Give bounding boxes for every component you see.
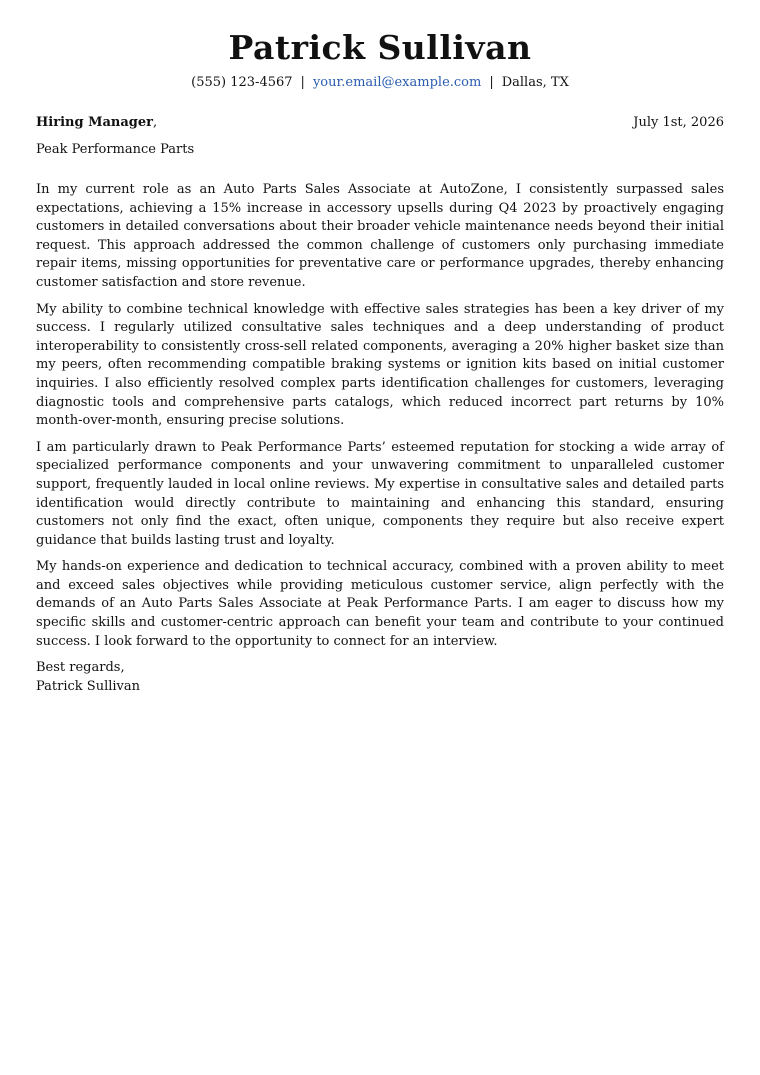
phone-number: (555) 123-4567 [191, 75, 293, 90]
letter-body [36, 181, 724, 651]
recipient-line [36, 114, 157, 132]
recipient-title-comma: , [152, 115, 158, 130]
body-paragraph: I am particularly drawn to Peak Performance Parts’ esteemed reputation for stocking a wide array of specialized performance components and your unwavering commitment to unparalleled customer support, frequently lauded in local online reviews. My expertise in consultative sales and detailed parts identification would directly contribute to maintaining and enhancing this standard, ensuring customers not only find the exact, often unique, components they require but also receive expert guidance that builds lasting trust and loyalty. [36, 439, 724, 548]
body-paragraph: My ability to combine technical knowledge with effective sales strategies has been a key driver of my success. I regularly utilized consultative sales techniques and a deep understanding of product interoperability to consistently cross-sell related components, averaging a 20% higher basket size than my peers, often recommending compatible braking systems or ignition kits based on initial customer inquiries. I also efficiently resolved complex parts identification challenges for customers, leveraging diagnostic tools and comprehensive parts catalogs, which reduced incorrect part returns by 10% month-over-month, ensuring precise solutions. [36, 301, 724, 429]
cover-letter-page [36, 28, 724, 696]
separator: | [489, 75, 494, 90]
location: Dallas, TX [501, 75, 569, 90]
closing-salutation: Best regards, [36, 660, 125, 676]
recipient-company: Peak Performance Parts [36, 142, 195, 157]
contact-line [36, 74, 724, 92]
applicant-name: Patrick Sullivan [228, 28, 532, 67]
recipient-title: Hiring Manager [36, 115, 153, 130]
recipient-date-row [36, 114, 724, 132]
body-paragraph: In my current role as an Auto Parts Sales Associate at AutoZone, I consistently surpassed sales expectations, achieving a 15% increase in accessory upsells during Q4 2023 by proactively engaging customers in detailed conversations about their broader vehicle maintenance needs beyond their initial request. This approach addressed the common challenge of customers only purchasing immediate repair items, missing opportunities for preventative care or performance upgrades, thereby enhancing customer satisfaction and store revenue. [36, 182, 724, 290]
separator: | [300, 75, 305, 90]
letter-date: July 1st, 2026 [633, 115, 724, 130]
closing-block [36, 659, 724, 696]
email-link[interactable]: your.email@example.com [312, 75, 482, 90]
body-paragraph: My hands-on experience and dedication to technical accuracy, combined with a proven ability to meet and exceed sales objectives while providing meticulous customer service, align perfectly with the demands of an Auto Parts Sales Associate at Peak Performance Parts. I am eager to discuss how my specific skills and customer-centric approach can benefit your team and contribute to your continued success. I look forward to the opportunity to connect for an interview. [36, 559, 724, 649]
signature-name: Patrick Sullivan [36, 678, 141, 694]
